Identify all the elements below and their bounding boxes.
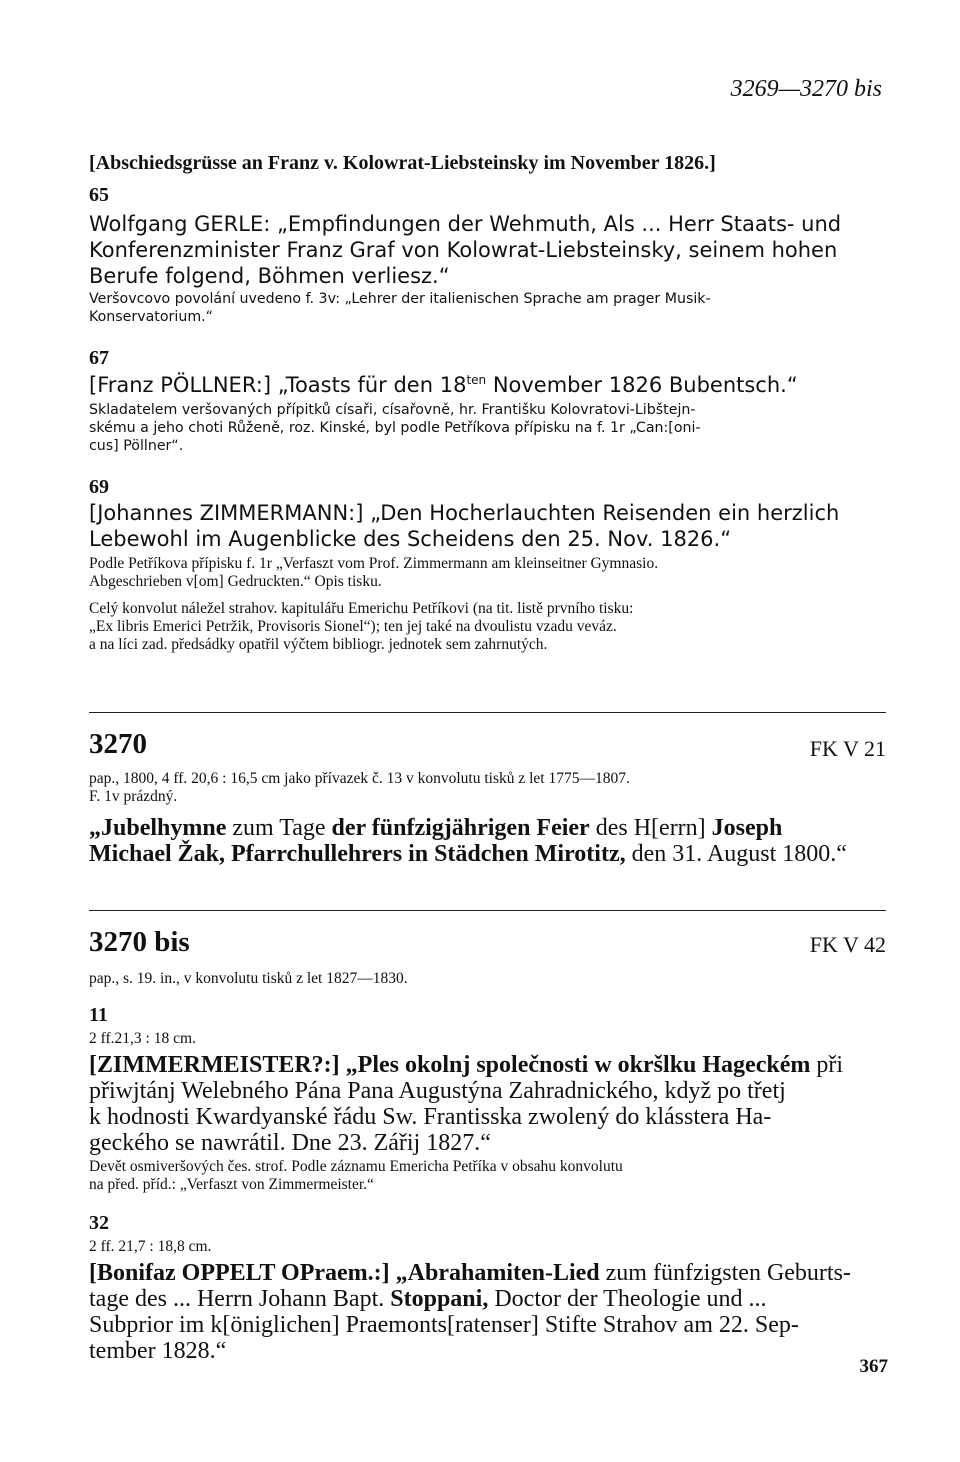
title-text: November 1826 Bubentsch.“ — [486, 373, 798, 397]
title-superscript: ten — [466, 373, 487, 387]
title-bold: Joseph — [711, 815, 783, 841]
description-line: pap., 1800, 4 ff. 20,6 : 16,5 cm jako přívazek č. 13 v konvolutu tisků z let 1775—1807. — [89, 770, 630, 787]
title-line — [89, 841, 889, 867]
entry-number: 3270 bis — [89, 926, 190, 958]
item-number: 65 — [89, 184, 109, 206]
page-number: 367 — [859, 1356, 888, 1377]
running-head: 3269—3270 bis — [730, 76, 882, 102]
provenance-note — [89, 600, 889, 654]
section-divider — [89, 910, 886, 911]
item-note — [89, 290, 889, 326]
title-text: des H[errn] — [589, 815, 712, 841]
title-line — [89, 1286, 889, 1312]
title-bold: [ZIMMERMEISTER?:] „Ples okolnj společnosti w okršlku Hageckém — [89, 1052, 811, 1078]
item-title — [89, 1052, 889, 1156]
note-line: na před. příd.: „Verfaszt von Zimmermeister.“ — [89, 1176, 374, 1193]
title-line: k hodnosti Kwardyanské řádu Sw. Frantisska zwolený do klásstera Ha- — [89, 1104, 772, 1130]
title-line: Subprior im k[öniglichen] Praemonts[ratenser] Stifte Strahov am 22. Sep- — [89, 1312, 799, 1338]
note-line: skému a jeho choti Růženě, roz. Kinské, byl podle Petříkova přípisku na f. 1r „Can:[oni- — [89, 420, 701, 436]
item-title — [89, 1260, 889, 1364]
note-line: Abgeschrieben v[om] Gedruckten.“ Opis tisku. — [89, 573, 382, 590]
title-line: přiwjtánj Welebného Pána Pana Augustýna Zahradnického, když po třetj — [89, 1078, 786, 1104]
entry-description: pap., s. 19. in., v konvolutu tisků z let 1827—1830. — [89, 970, 408, 987]
title-text: při — [810, 1052, 844, 1078]
note-line: Celý konvolut náležel strahov. kapitulářu Emerichu Petříkovi (na tit. listě prvního tisku: — [89, 600, 634, 617]
title-text: den 31. August 1800.“ — [625, 841, 847, 867]
item-title — [89, 372, 889, 398]
title-bold: Stoppani, — [390, 1286, 489, 1312]
note-line: cus] Pöllner“. — [89, 438, 184, 454]
title-bold: „Jubelhymne — [89, 815, 227, 841]
shelf-signature: FK V 21 — [809, 736, 886, 761]
title-line: Konferenzminister Franz Graf von Kolowrat-Liebsteinsky, seinem hohen — [89, 238, 838, 262]
item-number: 67 — [89, 347, 109, 369]
item-title — [89, 211, 889, 289]
item-size: 2 ff.21,3 : 18 cm. — [89, 1030, 196, 1047]
note-line: Veršovcovo povolání uvedeno f. 3v: „Lehrer der italienischen Sprache am prager Musik- — [89, 291, 711, 307]
title-line: [Johannes ZIMMERMANN:] „Den Hocherlauchten Reisenden ein herzlich — [89, 501, 840, 525]
item-number: 32 — [89, 1212, 109, 1234]
entry-description — [89, 770, 889, 806]
group-heading: [Abschiedsgrüsse an Franz v. Kolowrat-Liebsteinsky im November 1826.] — [89, 152, 716, 174]
title-line: Berufe folgend, Böhmen verliesz.“ — [89, 264, 450, 288]
note-line: Devět osmiveršových čes. strof. Podle záznamu Emericha Petříka v obsahu konvolutu — [89, 1158, 623, 1175]
title-line — [89, 1052, 889, 1078]
title-text: zum fünfzigsten Geburts- — [599, 1260, 851, 1286]
entry-number: 3270 — [89, 728, 147, 760]
item-number: 11 — [89, 1004, 108, 1026]
title-line: tember 1828.“ — [89, 1338, 227, 1364]
item-number: 69 — [89, 476, 109, 498]
note-line: Skladatelem veršovaných přípitků císaři, císařovně, hr. Františku Kolovratovi-Libštejn- — [89, 402, 696, 418]
title-line: Lebewohl im Augenblicke des Scheidens den 25. Nov. 1826.“ — [89, 527, 732, 551]
title-bold: Michael Žak, Pfarrchullehrers in Städchen Mirotitz, — [89, 841, 626, 867]
description-line: F. 1v prázdný. — [89, 788, 178, 805]
entry-title — [89, 815, 889, 867]
title-text: [Franz PÖLLNER:] „Toasts für den 18 — [89, 373, 467, 397]
note-line: „Ex libris Emerici Petržik, Provisoris Sionel“); ten jej také na dvoulistu vzadu veváz. — [89, 618, 617, 635]
title-line: geckého se nawrátil. Dne 23. Zářij 1827.“ — [89, 1130, 491, 1156]
shelf-signature: FK V 42 — [809, 932, 886, 957]
title-line: Wolfgang GERLE: „Empfindungen der Wehmuth, Als ... Herr Staats- und — [89, 212, 842, 236]
section-divider — [89, 712, 886, 713]
item-size: 2 ff. 21,7 : 18,8 cm. — [89, 1238, 212, 1255]
title-text: Doctor der Theologie und ... — [488, 1286, 767, 1312]
title-bold: [Bonifaz OPPELT OPraem.:] „Abrahamiten-Lied — [89, 1260, 600, 1286]
title-text: zum Tage — [226, 815, 332, 841]
item-note — [89, 555, 889, 591]
title-text: tage des ... Herrn Johann Bapt. — [89, 1286, 391, 1312]
note-line: Podle Petříkova přípisku f. 1r „Verfaszt vom Prof. Zimmermann am kleinseitner Gymnasio. — [89, 555, 659, 572]
note-line: Konservatorium.“ — [89, 309, 214, 325]
item-note — [89, 401, 889, 455]
title-line — [89, 1260, 889, 1286]
note-line: a na líci zad. předsádky opatřil výčtem bibliogr. jednotek sem zahrnutých. — [89, 636, 548, 653]
title-line — [89, 815, 889, 841]
item-note — [89, 1158, 889, 1194]
item-title — [89, 500, 889, 552]
title-bold: der fünfzigjährigen Feier — [331, 815, 590, 841]
